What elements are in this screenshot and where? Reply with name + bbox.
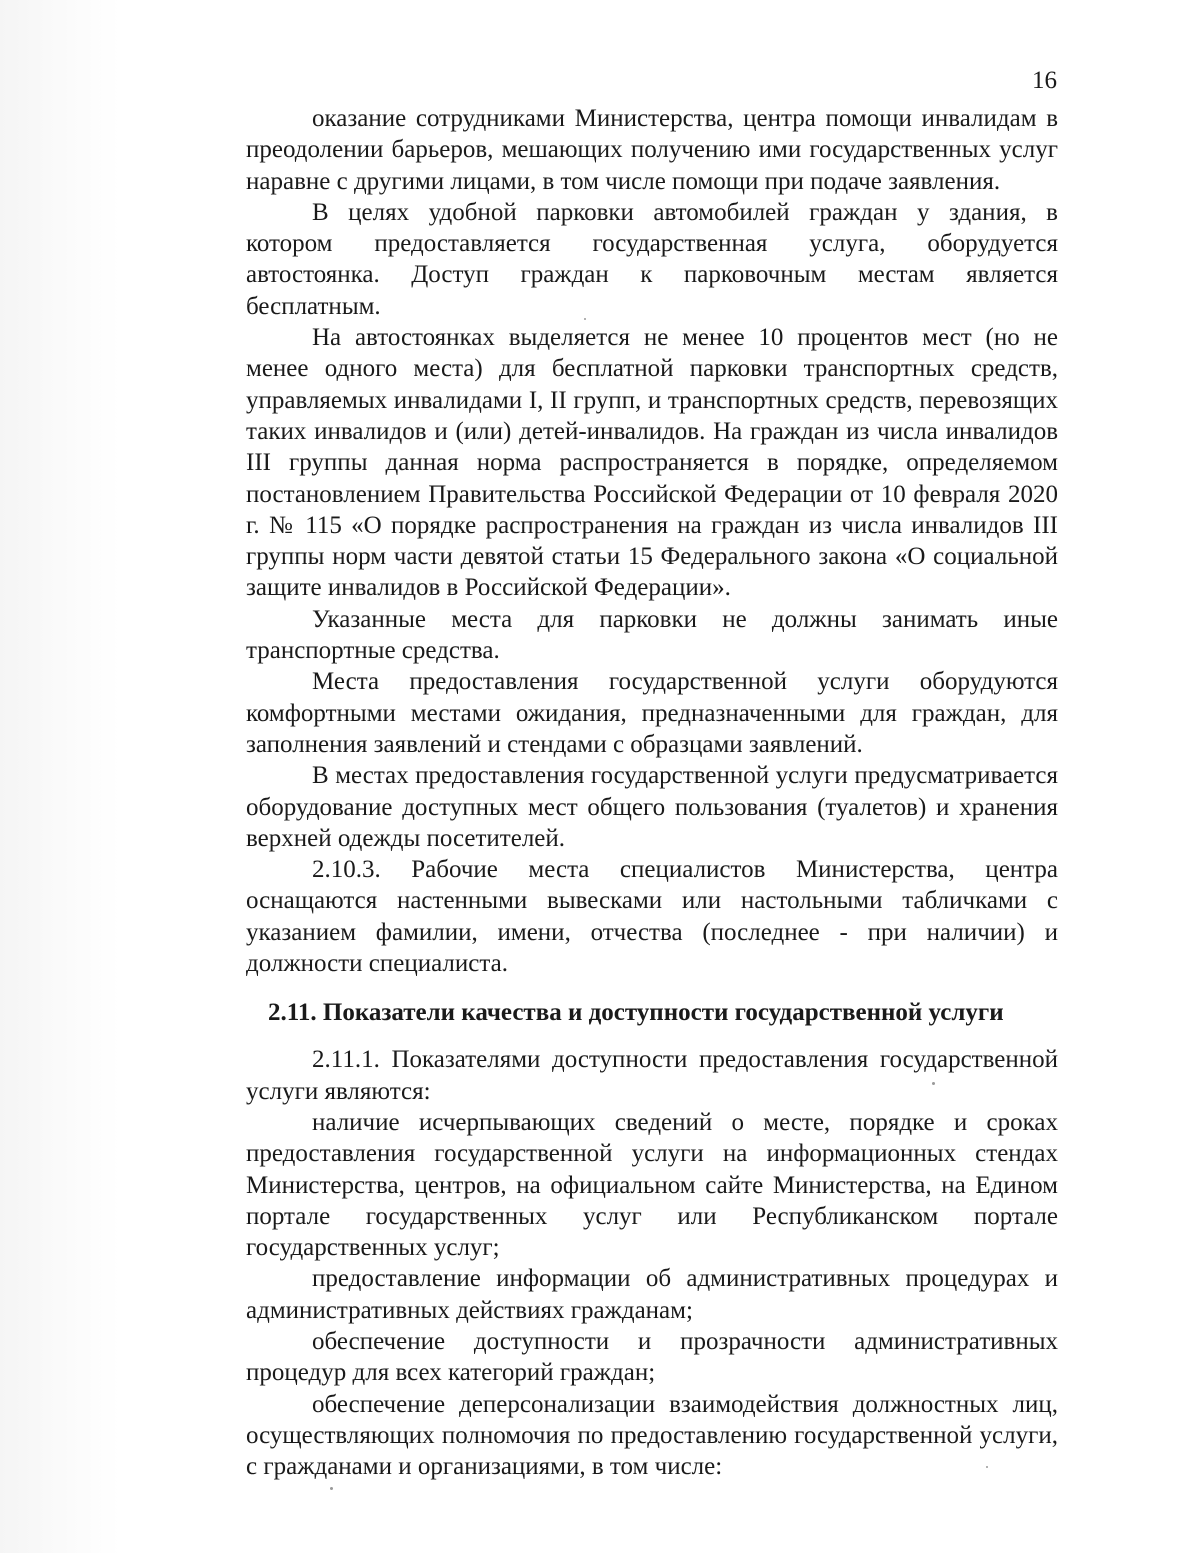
paragraph-workplaces: 2.10.3. Рабочие места специалистов Министерства, центра оснащаются настенными вывесками или настольными табличками с указанием фамилии, имени, отчества (последнее - при наличии) и должности специалиста. <box>246 856 1058 978</box>
scan-speck <box>932 1082 935 1085</box>
paragraph-disabled-parking: На автостоянках выделяется не менее 10 процентов мест (но не менее одного места) для бесплатной парковки транспортных средств, управляемых инвалидами I, II групп, и транспортных средств, перевозящих таких инвалидов и (или) детей-инвалидов. На граждан из числа инвалидов III группы данная норма распространяется в порядке, определяемом постановлением Правительства Российской Федерации от 10 февраля 2020 г. № 115 «О порядке распространения на граждан из числа инвалидов III группы норм части девятой статьи 15 Федерального закона «О социальной защите инвалидов в Российской Федерации». <box>246 324 1058 602</box>
paragraph-parking-restriction: Указанные места для парковки не должны занимать иные транспортные средства. <box>246 605 1058 665</box>
paragraph-indicator-information: наличие исчерпывающих сведений о месте, порядке и сроках предоставления государственной услуги на информационных стендах Министерства, центров, на официальном сайте Министерства, на Едином портале государственных услуг или Республиканском портале государственных услуг; <box>246 1108 1058 1262</box>
paragraph-assistance: оказание сотрудниками Министерства, центра помощи инвалидам в преодолении барьеров, мешающих получению ими государственных услуг наравне с другими лицами, в том числе помощи при подаче заявления. <box>246 105 1058 195</box>
paragraph-indicator-procedures: предоставление информации об административных процедурах и административных действиях гражданам; <box>246 1265 1058 1324</box>
paragraph-facilities: В местах предоставления государственной услуги предусматривается оборудование доступных мест общего пользования (туалетов) и хранения верхней одежды посетителей. <box>246 762 1058 852</box>
scan-speck <box>330 1487 333 1490</box>
paragraph-indicators-intro: 2.11.1. Показателями доступности предоставления государственной услуги являются: <box>246 1046 1058 1105</box>
paragraph-waiting-areas: Места предоставления государственной услуги оборудуются комфортными местами ожидания, предназначенными для граждан, для заполнения заявлений и стендами с образцами заявлений. <box>246 668 1058 758</box>
scan-speck <box>986 1466 988 1468</box>
document-body <box>246 103 1058 1482</box>
page-number: 16 <box>1032 67 1057 94</box>
paragraph-indicator-transparency: обеспечение доступности и прозрачности административных процедур для всех категорий граждан; <box>246 1327 1058 1387</box>
paragraph-parking: В целях удобной парковки автомобилей граждан у здания, в котором предоставляется государственная услуга, оборудуется автостоянка. Доступ граждан к парковочным местам является бесплатным. <box>246 198 1058 320</box>
scan-edge-shading <box>0 0 120 1553</box>
section-heading: 2.11. Показатели качества и доступности государственной услуги <box>268 999 1004 1027</box>
paragraph-indicator-depersonalization: обеспечение деперсонализации взаимодействия должностных лиц, осуществляющих полномочия по предоставлению государственной услуги, с гражданами и организациями, в том числе: <box>246 1390 1058 1481</box>
scan-speck <box>584 318 586 320</box>
